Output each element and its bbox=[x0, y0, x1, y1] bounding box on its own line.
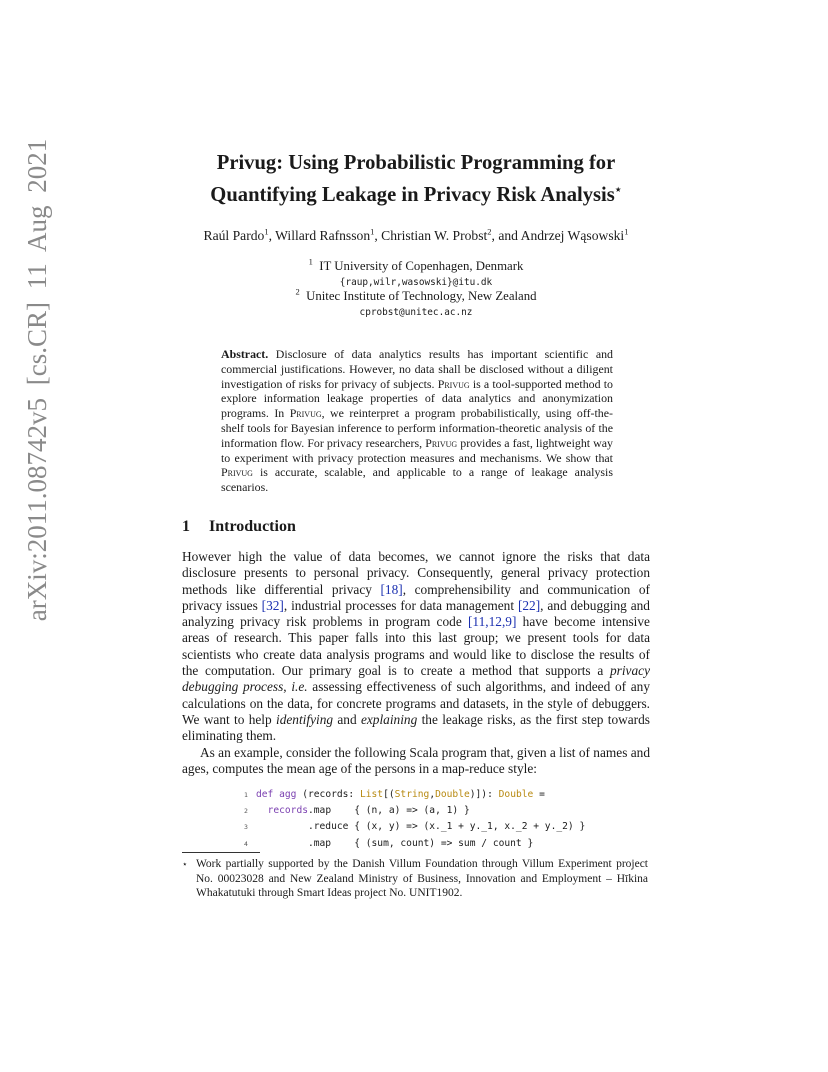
affiliation-1: $^1$ IT University of Copenhagen, Denmark bbox=[308, 256, 524, 273]
arxiv-identifier: arXiv:2011.08742v5 [cs.CR] 11 Aug 2021 bbox=[22, 138, 52, 622]
code-line: 3 .reduce { (x, y) => (x._1 + y._1, x._2 + y._2) } bbox=[244, 821, 586, 833]
section-heading bbox=[182, 518, 296, 536]
section-title: Introduction bbox=[209, 518, 296, 535]
title-footnote-mark: ⋆ bbox=[614, 184, 622, 196]
footnote-text: Work partially supported by the Danish Villum Foundation through Villum Experiment project No. 00023028 and New Zealand Ministry of Business, Innovation and Employment – Hīkina Whakatutuki through Smart Ideas project No. UNIT1902. bbox=[196, 858, 648, 900]
footnote-rule bbox=[182, 852, 260, 853]
affiliation-1-email: {raup,wilr,wasowski}@itu.dk bbox=[339, 277, 493, 288]
author-list: Raúl Pardo$^1$, Willard Rafnsson$^1$, Christian W. Probst$^2$, and Andrzej Wąsowski$^1$ bbox=[203, 226, 629, 243]
introduction-body bbox=[182, 549, 650, 777]
author-name: Raúl Pardo bbox=[203, 228, 265, 243]
abstract: Abstract. Disclosure of data analytics results has important scientific and commercial justifications. However, no data shall be disclosed without a diligent investigation of risks for privacy of subjects. Privug is a tool-supported method to explore information leakage properties of data analytics and anonymization programs. In Privug, we reinterpret a program probabilistically, using off-the-shelf tools for Bayesian inference to perform information-theoretic analysis of the information flow. For privacy researchers, Privug provides a fast, lightweight way to experiment with privacy protection measures and mechanisms. We show that Privug is accurate, scalable, and applicable to a range of leakage analysis scenarios. bbox=[221, 347, 613, 495]
code-listing bbox=[244, 787, 664, 852]
footnote-mark: ⋆ bbox=[182, 859, 188, 869]
paragraph: However high the value of data becomes, we cannot ignore the risks that data disclosure presents to personal privacy. Consequently, general privacy protection methods like differential privacy [18], comprehensibility and communication of privacy issues [32], industrial processes for data management [22], and debugging and analyzing privacy risk problems in program code [11,12,9] have become intensive areas of research. This paper falls into this last group; we present tools for data scientists who create data analysis programs and would like to disclose the results of the computation. Our primary goal is to create a method that supports a privacy debugging process, i.e. assessing effectiveness of such algorithms, and indeed of any calculations on the data, for concrete programs and datasets, in the style of debuggers. We want to help identifying and explaining the leakage risks, as the first step towards eliminating them. bbox=[182, 549, 651, 744]
code-line: 2 records.map { (n, a) => (a, 1) } bbox=[244, 805, 470, 817]
citation-link[interactable]: [32] bbox=[261, 597, 284, 613]
citation-link[interactable]: [11,12,9] bbox=[467, 614, 517, 630]
footnote bbox=[182, 857, 650, 901]
author-name: Christian W. Probst bbox=[381, 228, 488, 243]
section-number: 1 bbox=[182, 518, 190, 535]
abstract-label: Abstract. bbox=[221, 347, 269, 361]
author-name: Andrzej Wąsowski bbox=[520, 228, 625, 243]
title-line-1: Privug: Using Probabilistic Programming for bbox=[216, 152, 616, 174]
code-line: 4 .map { (sum, count) => sum / count } bbox=[244, 837, 534, 849]
paragraph: As an example, consider the following Scala program that, given a list of names and ages, computes the mean age of the persons in a map-reduce style: bbox=[182, 744, 650, 776]
code-line: 1 def agg (records: List[(String,Double)]): Double = bbox=[244, 789, 545, 800]
affiliation-2-email: cprobst@unitec.ac.nz bbox=[359, 307, 473, 318]
citation-link[interactable]: [22] bbox=[517, 597, 541, 613]
author-name: Willard Rafnsson bbox=[275, 228, 371, 243]
paper-title bbox=[120, 150, 712, 209]
affiliation-2: $^2$ Unitec Institute of Technology, New Zealand bbox=[295, 286, 537, 303]
citation-link[interactable]: [18] bbox=[380, 581, 403, 597]
title-line-2: Quantifying Leakage in Privacy Risk Analysis⋆ bbox=[210, 183, 622, 206]
